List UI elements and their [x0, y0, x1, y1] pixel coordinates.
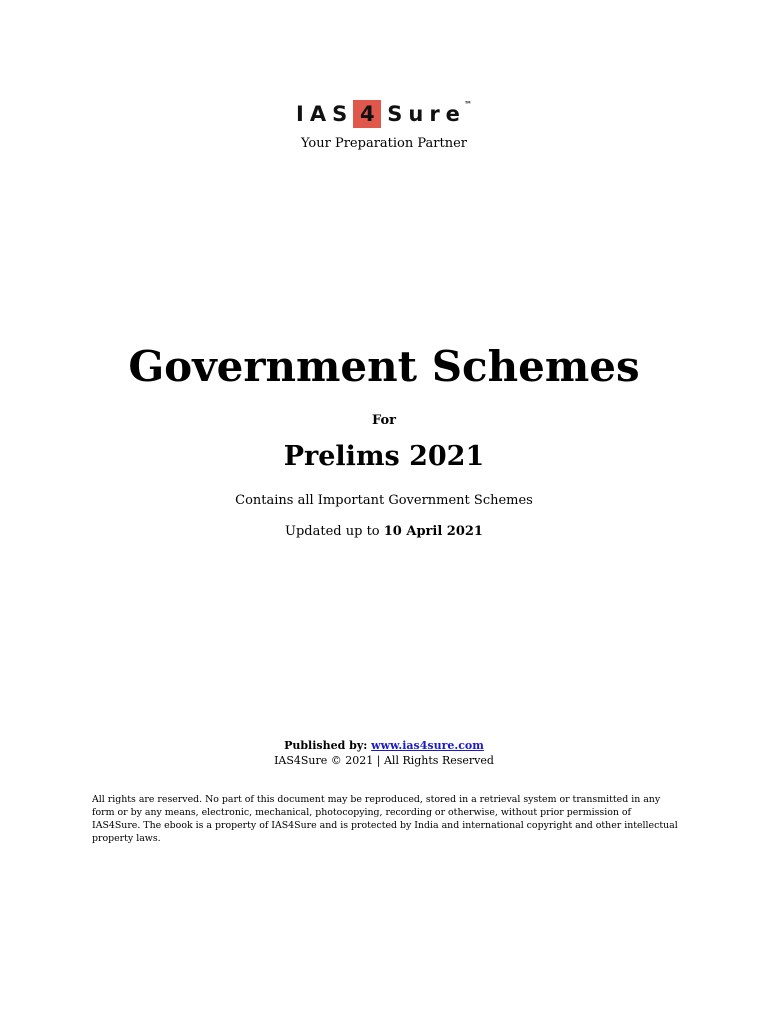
logo-text-4: 4: [353, 100, 381, 128]
for-label: For: [371, 413, 397, 428]
logo-text-sure: Sure: [387, 102, 466, 126]
published-by-label: Published by:: [284, 739, 372, 752]
document-subtitle: Prelims 2021: [283, 441, 485, 472]
trademark-symbol: ™: [463, 100, 472, 109]
updated-date: 10 April 2021: [383, 524, 483, 539]
document-title: Government Schemes: [128, 342, 640, 391]
copyright-line: IAS4Sure © 2021 | All Rights Reserved: [274, 754, 494, 767]
brand-logo: [0, 100, 768, 128]
updated-prefix: Updated up to: [285, 524, 384, 539]
legal-notice: All rights are reserved. No part of this document may be reproduced, stored in a retrieval system or transmitted in any form or by any means, electronic, mechanical, photocopying, recording or otherwise, without prior permission of IAS4Sure. The ebook is a property of IAS4Sure and is protected by India and international copyright and other intellectual property laws.: [92, 794, 678, 844]
publisher-link[interactable]: www.ias4sure.com: [371, 739, 484, 752]
logo-text-ias: IAS: [296, 102, 354, 126]
updated-line: [0, 524, 768, 539]
document-description: Contains all Important Government Schemes: [235, 493, 533, 508]
logo-tagline: Your Preparation Partner: [300, 136, 468, 151]
published-by: [0, 739, 768, 752]
